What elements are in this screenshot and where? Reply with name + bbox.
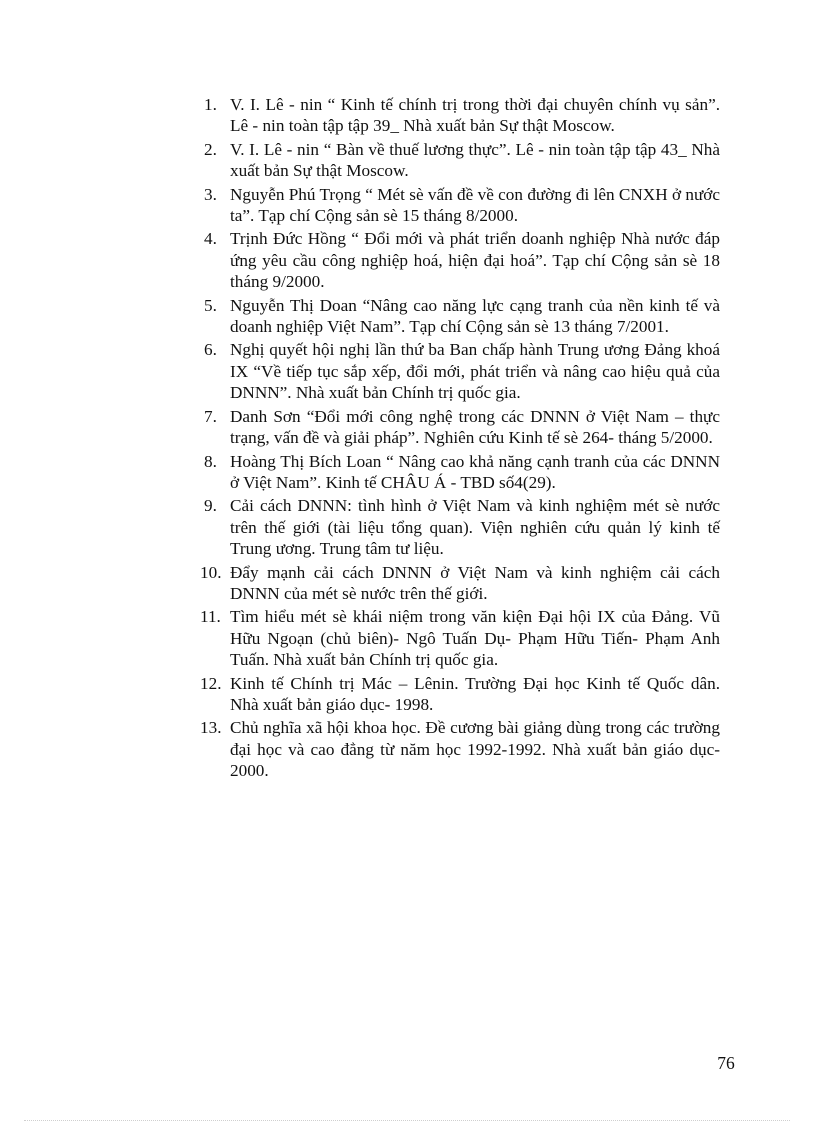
reference-number: 2.	[204, 139, 217, 159]
page-number: 76	[717, 1053, 735, 1073]
reference-number: 13.	[200, 718, 222, 738]
reference-text: V. I. Lê - nin “ Bàn về thuế lương thực”. Lê - nin toàn tập tập 43_ Nhà xuất bản Sự thật Moscow.	[230, 139, 720, 181]
reference-item	[204, 184, 720, 227]
reference-number: 11.	[200, 607, 221, 627]
reference-text: Chủ nghĩa xã hội khoa học. Đề cương bài giảng dùng trong các trường đại học và cao đẳng từ năm học 1992-1992. Nhà xuất bản giáo dục-2000.	[230, 718, 720, 781]
reference-item	[204, 295, 720, 338]
reference-item	[204, 228, 720, 292]
reference-number: 6.	[204, 340, 217, 360]
reference-list	[200, 94, 720, 784]
reference-text: Cải cách DNNN: tình hình ở Việt Nam và kinh nghiệm mét sè nước trên thế giới (tài liệu tổng quan). Viện nghiên cứu quản lý kinh tế Trung ương. Trung tâm tư liệu.	[230, 496, 720, 559]
reference-item	[204, 451, 720, 494]
reference-number: 12.	[200, 673, 222, 693]
reference-text: Kinh tế Chính trị Mác – Lênin. Trường Đại học Kinh tế Quốc dân. Nhà xuất bản giáo dục- 1998.	[230, 673, 720, 714]
reference-number: 10.	[200, 562, 222, 582]
reference-number: 1.	[204, 95, 217, 114]
reference-text: V. I. Lê - nin “ Kinh tế chính trị trong thời đại chuyên chính vụ sản”. Lê - nin toàn tập tập 39_ Nhà xuất bản Sự thật Moscow.	[230, 95, 720, 136]
reference-text: Danh Sơn “Đổi mới công nghệ trong các DNNN ở Việt Nam – thực trạng, vấn đề và giải pháp”. Nghiên cứu Kinh tế sè 264- tháng 5/2000.	[230, 406, 720, 448]
reference-text: Nghị quyết hội nghị lần thứ ba Ban chấp hành Trung ương Đảng khoá IX “Về tiếp tục sắp xếp, đổi mới, phát triển và nâng cao hiệu quả của DNNN”. Nhà xuất bản Chính trị quốc gia.	[230, 340, 720, 403]
reference-text: Nguyễn Phú Trọng “ Mét sè vấn đề về con đường đi lên CNXH ở nước ta”. Tạp chí Cộng sản sè 15 tháng 8/2000.	[230, 184, 720, 226]
reference-number: 7.	[204, 406, 217, 426]
reference-number: 3.	[204, 184, 217, 204]
reference-number: 8.	[204, 451, 217, 471]
page-bottom-divider	[24, 1120, 790, 1121]
reference-number: 9.	[204, 496, 217, 516]
reference-text: Tìm hiểu mét sè khái niệm trong văn kiện Đại hội IX của Đảng. Vũ Hữu Ngoạn (chủ biên)- Ngô Tuấn Dụ- Phạm Hữu Tiến- Phạm Anh Tuấn. Nhà xuất bản Chính trị quốc gia.	[230, 607, 720, 670]
reference-item	[200, 717, 720, 781]
reference-item	[200, 606, 720, 670]
reference-item	[200, 673, 720, 716]
reference-text: Nguyễn Thị Doan “Nâng cao năng lực cạng tranh của nền kinh tế và doanh nghiệp Việt Nam”. Tạp chí Cộng sản sè 13 tháng 7/2001.	[230, 295, 720, 337]
reference-item	[204, 139, 720, 182]
reference-number: 4.	[204, 229, 217, 249]
reference-item	[204, 94, 720, 137]
reference-item	[204, 339, 720, 403]
reference-text: Đẩy mạnh cải cách DNNN ở Việt Nam và kinh nghiệm cải cách DNNN của mét sè nước trên thế giới.	[230, 562, 720, 603]
reference-text: Trịnh Đức Hồng “ Đổi mới và phát triển doanh nghiệp Nhà nước đáp ứng yêu cầu công nghiệp hoá, hiện đại hoá”. Tạp chí Cộng sản sè 18 tháng 9/2000.	[230, 229, 720, 292]
reference-item	[204, 495, 720, 559]
reference-text: Hoàng Thị Bích Loan “ Nâng cao khả năng cạnh tranh của các DNNN ở Việt Nam”. Kinh tế CHÂU Á - TBD số4(29).	[230, 451, 720, 492]
reference-item	[200, 562, 720, 605]
reference-number: 5.	[204, 295, 217, 315]
reference-item	[204, 406, 720, 449]
